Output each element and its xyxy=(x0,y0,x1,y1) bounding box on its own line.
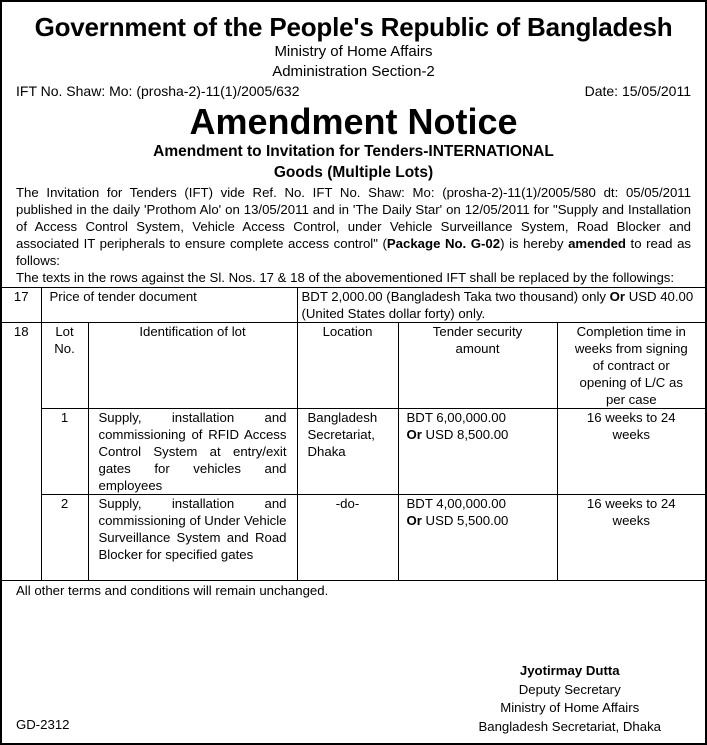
intro-part-3: to read as follows: xyxy=(16,236,692,268)
ministry-line: Ministry of Home Affairs xyxy=(274,43,433,60)
intro-part-1: The Invitation for Tenders (IFT) vide Ref. No. IFT No. Shaw: Mo: (prosha-2)-11(1)/2005/580 dt: 05/05/2011 published in the daily 'Prothom Alo' on 13/05/2011 and in 'The Daily Star' on 12/05/2011 for "Supply and Installation of Access Control System, Vehicle Access Control, under Vehicle Surveillance System, Road Blocker and associated IT peripherals to ensure complete access control" ( xyxy=(16,185,691,251)
closing-line: All other terms and conditions will remain unchanged. xyxy=(16,583,329,598)
notice-code: GD-2312 xyxy=(16,717,70,732)
table-row-18-header xyxy=(2,323,705,409)
row17-or: Or xyxy=(609,289,626,304)
row17-sl: 17 xyxy=(2,288,41,323)
lot1-number: 1 xyxy=(41,409,88,495)
row17-value-usd: USD 40.00 (United States dollar forty) only. xyxy=(301,289,694,321)
reference-row xyxy=(2,82,705,100)
ift-number: IFT No. Shaw: Mo: (prosha-2)-11(1)/2005/632 xyxy=(16,83,300,99)
table-row-lot-2 xyxy=(2,495,705,581)
lot2-security-bdt: BDT 4,00,000.00 xyxy=(406,496,506,511)
row17-label: Price of tender document xyxy=(41,288,297,323)
row17-value-bdt: BDT 2,000.00 (Bangladesh Taka two thousand) only xyxy=(301,289,610,304)
lot2-identification: Supply, installation and commissioning of Under Vehicle Surveillance System and Road Blocker for specified gates xyxy=(88,495,297,581)
signatory-ministry: Ministry of Home Affairs xyxy=(500,700,640,715)
lot1-or: Or xyxy=(406,427,422,442)
signature-block xyxy=(478,662,661,736)
package-number: Package No. G-02 xyxy=(386,236,501,251)
table-row-17 xyxy=(2,288,705,323)
row17-value xyxy=(297,288,705,323)
intro-part-2: ) is hereby xyxy=(500,236,569,251)
subtitle-line-1: Amendment to Invitation for Tenders-INTERNATIONAL xyxy=(153,143,554,160)
table-row-lot-1 xyxy=(2,409,705,495)
lot2-security-usd: USD 5,500.00 xyxy=(421,513,509,528)
notice-date: Date: 15/05/2011 xyxy=(584,83,691,99)
header-identification: Identification of lot xyxy=(88,323,297,409)
section-line: Administration Section-2 xyxy=(272,63,435,80)
lot2-completion: 16 weeks to 24 weeks xyxy=(557,495,705,581)
header-completion: Completion time in weeks from signing of contract or opening of L/C as per case xyxy=(557,323,705,409)
lot1-identification: Supply, installation and commissioning of RFID Access Control System at entry/exit gates for vehicles and employees xyxy=(88,409,297,495)
lot2-security xyxy=(398,495,557,581)
page-title: Amendment Notice xyxy=(189,101,518,142)
amended-word: amended xyxy=(568,236,626,251)
replace-note: The texts in the rows against the Sl. Nos. 17 & 18 of the abovementioned IFT shall be replaced by the followings: xyxy=(16,270,675,285)
header-lot-no: Lot No. xyxy=(41,323,88,409)
row18-sl: 18 xyxy=(2,323,41,581)
signatory-address: Bangladesh Secretariat, Dhaka xyxy=(478,718,661,734)
lot1-security xyxy=(398,409,557,495)
signatory-name: Jyotirmay Dutta xyxy=(519,663,620,678)
header-location: Location xyxy=(297,323,398,409)
lot2-location: -do- xyxy=(297,495,398,581)
lot1-completion: 16 weeks to 24 weeks xyxy=(557,409,705,495)
lot2-number: 2 xyxy=(41,495,88,581)
government-heading: Government of the People's Republic of Bangladesh xyxy=(34,12,673,42)
header-security: Tender security amount xyxy=(398,323,557,409)
lot1-security-bdt: BDT 6,00,000.00 xyxy=(406,410,506,425)
lot1-location: Bangladesh Secretariat, Dhaka xyxy=(297,409,398,495)
amendment-table xyxy=(2,287,705,581)
subtitle-line-2: Goods (Multiple Lots) xyxy=(273,164,434,181)
intro-paragraph xyxy=(2,184,705,269)
lot2-or: Or xyxy=(406,513,422,528)
lot1-security-usd: USD 8,500.00 xyxy=(421,427,509,442)
signatory-designation: Deputy Secretary xyxy=(518,681,621,697)
